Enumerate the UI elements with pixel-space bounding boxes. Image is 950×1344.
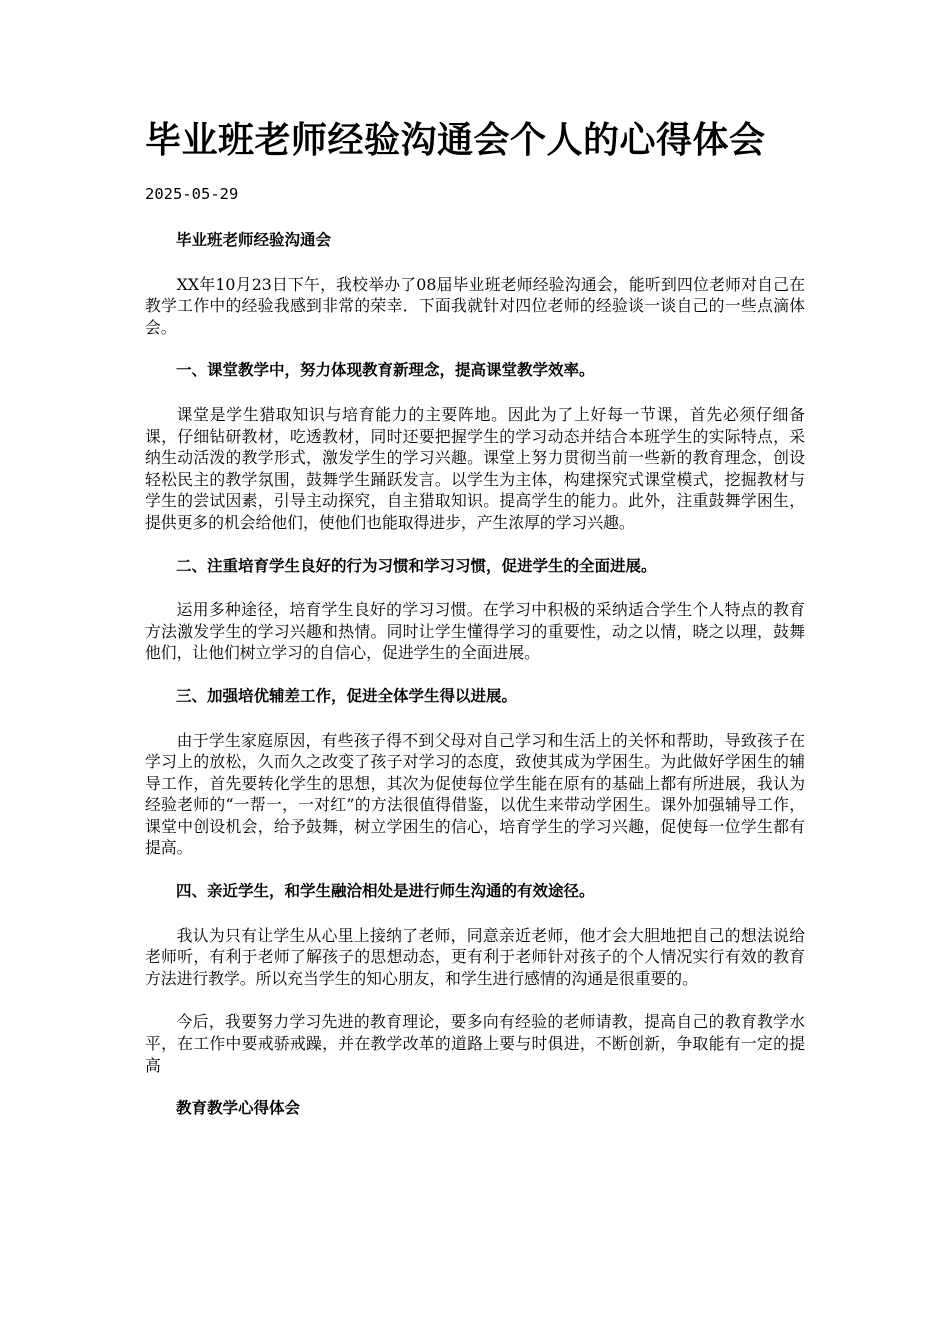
section-heading: 四、亲近学生，和学生融洽相处是进行师生沟通的有效途径。 xyxy=(176,882,595,901)
section-heading: 毕业班老师经验沟通会 xyxy=(176,231,332,249)
body-paragraph: 课堂是学生猎取知识与培育能力的主要阵地。因此为了上好每一节课，首先必须仔细备课，仔细钻研教材，吃透教材，同时还要把握学生的学习动态并结合本班学生的实际特点，采纳生动活泼的教学形式，激发学生的学习兴趣。课堂上努力贯彻当前一些新的教育理念，创设轻松民主的教学氛围，鼓舞学生踊跃发言。以学生为主体，构建探究式课堂模式，挖掘教材与学生的尝试因素，引导主动探究，自主猎取知识。提高学生的能力。此外，注重鼓舞学困生，提供更多的机会给他们，使他们也能取得进步，产生浓厚的学习兴趣。 xyxy=(145,404,805,532)
document-page xyxy=(145,110,805,1142)
body-paragraph: 由于学生家庭原因，有些孩子得不到父母对自己学习和生活上的关怀和帮助，导致孩子在学习上的放松，久而久之改变了孩子对学习的态度，致使其成为学困生。为此做好学困生的辅导工作，首先要转化学生的思想，其次为促使每位学生能在原有的基础上都有所进展，我认为经验老师的“一帮一，一对红”的方法很值得借鉴，以优生来带动学困生。课外加强辅导工作，课堂中创设机会，给予鼓舞，树立学困生的信心，培育学生的学习兴趣，促使每一位学生都有提高。 xyxy=(145,730,805,858)
section-heading: 三、加强培优辅差工作，促进全体学生得以进展。 xyxy=(176,686,518,705)
body-paragraph: 今后，我要努力学习先进的教育理论，要多向有经验的老师请教，提高自己的教育教学水平，在工作中要戒骄戒躁，并在教学改革的道路上要与时俱进，不断创新，争取能有一定的提高 xyxy=(145,1012,805,1075)
body-paragraph: 运用多种途径，培育学生良好的学习习惯。在学习中积极的采纳适合学生个人特点的教育方法激发学生的学习兴趣和热情。同时让学生懂得学习的重要性，动之以情，晓之以理，鼓舞他们，让他们树立学习的自信心，促进学生的全面进展。 xyxy=(145,600,805,663)
section-heading: 二、注重培育学生良好的行为习惯和学习习惯，促进学生的全面进展。 xyxy=(176,556,657,575)
body-paragraph: XX年10月23日下午，我校举办了08届毕业班老师经验沟通会，能听到四位老师对自己在教学工作中的经验我感到非常的荣幸．下面我就针对四位老师的经验谈一谈自己的一些点滴体会。 xyxy=(145,274,805,337)
section-heading: 教育教学心得体会 xyxy=(176,1099,301,1118)
body-paragraph: 我认为只有让学生从心里上接纳了老师，同意亲近老师，他才会大胆地把自己的想法说给老师听，有利于老师了解孩子的思想动态，更有利于老师针对孩子的个人情况实行有效的教育方法进行教学。所以充当学生的知心朋友，和学生进行感情的沟通是很重要的。 xyxy=(145,925,805,988)
document-title: 毕业班老师经验沟通会个人的心得体会 xyxy=(145,120,766,161)
publish-date: 2025-05-29 xyxy=(145,185,239,203)
section-heading: 一、课堂教学中，努力体现教育新理念，提高课堂教学效率。 xyxy=(176,361,595,380)
